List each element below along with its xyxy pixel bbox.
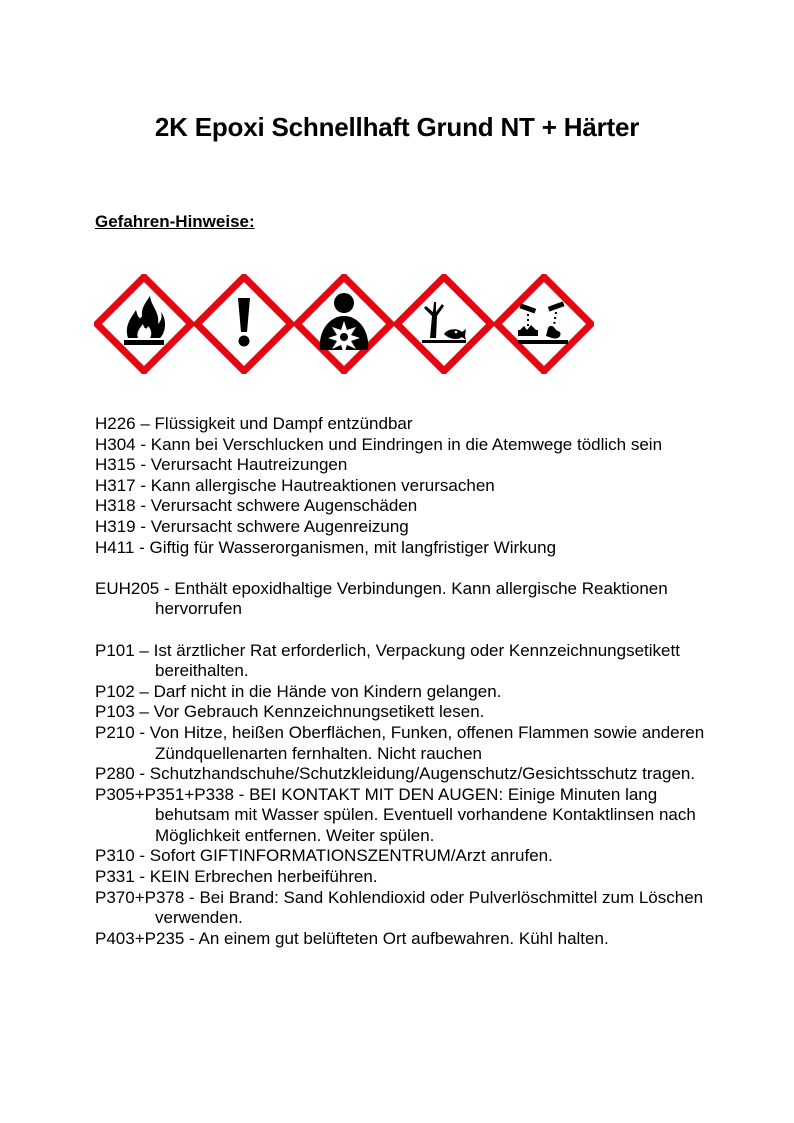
p-statement: P305+P351+P338 - BEI KONTAKT MIT DEN AUGEN: Einige Minuten lang behutsam mit Wasser spülen. Eventuell vorhandene Kontaktlinsen nach Möglichkeit entfernen. Weiter spülen. [95, 784, 696, 845]
euh-statement: EUH205 - Enthält epoxidhaltige Verbindungen. Kann allergische Reaktionen hervorrufen [95, 578, 668, 619]
p-statement: P331 - KEIN Erbrechen herbeiführen. [95, 867, 378, 887]
statements-block [95, 414, 715, 949]
spacer [95, 558, 715, 579]
h-statement: H411 - Giftig für Wasserorganismen, mit langfristiger Wirkung [95, 537, 557, 557]
p-statement: P101 – Ist ärztlicher Rat erforderlich, Verpackung oder Kennzeichnungsetikett bereithalten. [95, 640, 680, 681]
p-statement: P102 – Darf nicht in die Hände von Kindern gelangen. [95, 681, 502, 701]
p-statement: P403+P235 - An einem gut belüfteten Ort aufbewahren. Kühl halten. [95, 928, 609, 948]
h-statement: H317 - Kann allergische Hautreaktionen verursachen [95, 475, 495, 495]
p-statement-list [95, 641, 715, 950]
corrosion-icon [494, 274, 594, 374]
euh-statement-list [95, 579, 715, 620]
p-statement: P280 - Schutzhandschuhe/Schutzkleidung/Augenschutz/Gesichtsschutz tragen. [95, 764, 696, 784]
document-title: 2K Epoxi Schnellhaft Grund NT + Härter [154, 112, 640, 142]
p-statement: P210 - Von Hitze, heißen Oberflächen, Funken, offenen Flammen sowie anderen Zündquellenarten fernhalten. Nicht rauchen [95, 722, 705, 763]
h-statement: H304 - Kann bei Verschlucken und Eindringen in die Atemwege tödlich sein [95, 434, 663, 454]
hazard-heading: Gefahren-Hinweise: [95, 212, 255, 231]
p-statement: P103 – Vor Gebrauch Kennzeichnungsetikett lesen. [95, 702, 485, 722]
p-statement: P310 - Sofort GIFTINFORMATIONSZENTRUM/Arzt anrufen. [95, 846, 553, 866]
h-statement: H226 – Flüssigkeit und Dampf entzündbar [95, 414, 413, 433]
h-statement: H319 - Verursacht schwere Augenreizung [95, 516, 409, 536]
flame-icon [94, 274, 194, 374]
h-statement-list [95, 414, 715, 558]
environment-icon [394, 274, 494, 374]
p-statement: P370+P378 - Bei Brand: Sand Kohlendioxid oder Pulverlöschmittel zum Löschen verwenden. [95, 887, 704, 928]
spacer [95, 620, 715, 641]
h-statement: H315 - Verursacht Hautreizungen [95, 455, 348, 475]
exclamation-mark-icon [194, 274, 294, 374]
health-hazard-icon [294, 274, 394, 374]
h-statement: H318 - Verursacht schwere Augenschäden [95, 496, 418, 516]
